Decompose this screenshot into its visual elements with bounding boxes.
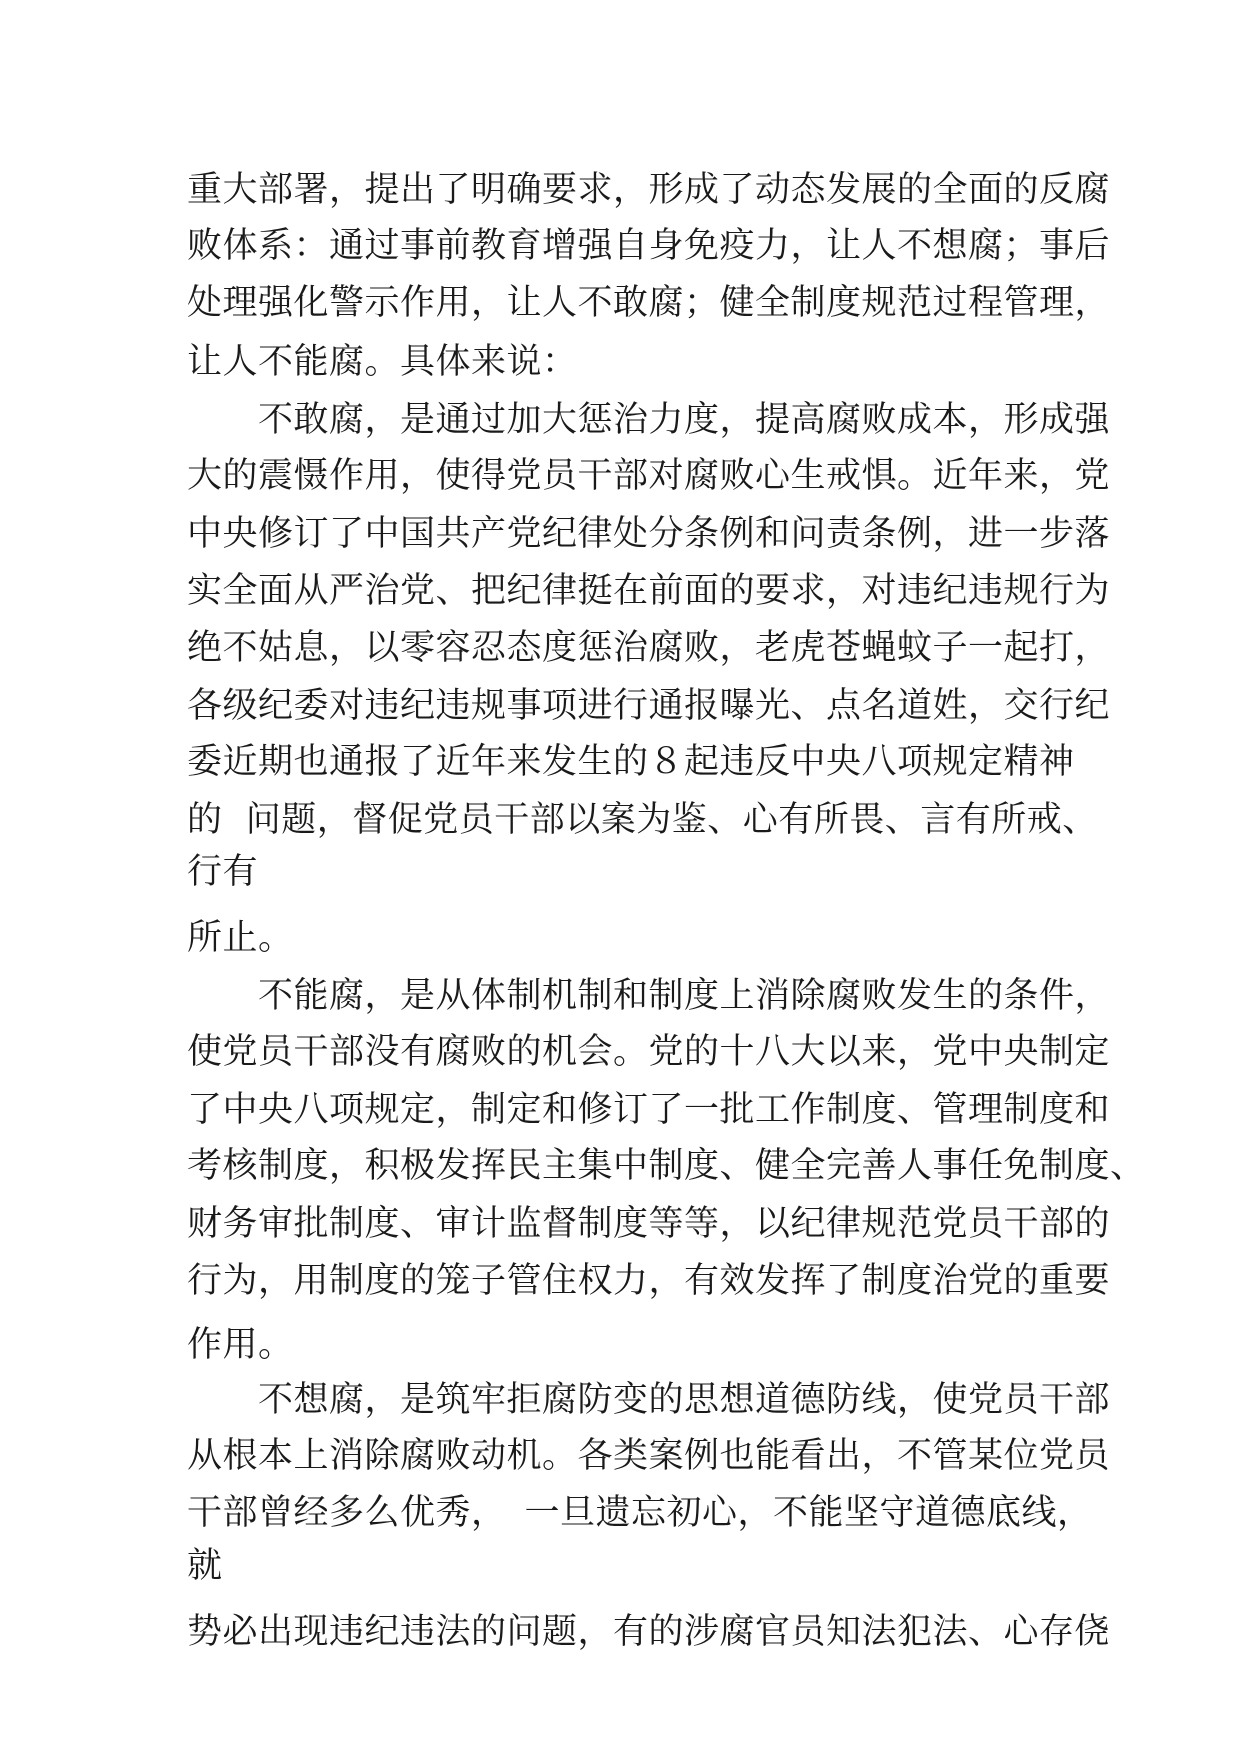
paragraph-start-line: 不能腐，是从体制机制和制度上消除腐败发生的条件， [258, 976, 1111, 1016]
text-line: 中央修订了中国共产党纪律处分条例和问责条例，进一步落 [187, 514, 1111, 554]
text-line: 了中央八项规定，制定和修订了一批工作制度、管理制度和 [187, 1090, 1111, 1130]
text-line: 实全面从严治党、把纪律挺在前面的要求，对违纪违规行为 [187, 571, 1111, 611]
text-line: 从根本上消除腐败动机。各类案例也能看出，不管某位党员 [187, 1436, 1111, 1476]
paragraph-start-line: 不敢腐，是通过加大惩治力度，提高腐败成本，形成强 [258, 400, 1111, 440]
paragraph-start-line: 不想腐，是筑牢拒腐防变的思想道德防线，使党员干部 [258, 1380, 1111, 1420]
text-line: 让人不能腐。具体来说： [187, 342, 578, 382]
text-line: 作用。 [187, 1325, 294, 1365]
text-line: 干部曾经多么优秀， 一旦遗忘初心，不能坚守道德底线， [187, 1493, 1093, 1533]
text-line: 处理强化警示作用，让人不敢腐；健全制度规范过程管理， [187, 283, 1111, 323]
text-line: 行为，用制度的笼子管住权力，有效发挥了制度治党的重要 [187, 1261, 1111, 1301]
text-line: 就 [187, 1546, 223, 1586]
text-line: 财务审批制度、审计监督制度等等，以纪律规范党员干部的 [187, 1204, 1111, 1244]
text-line: 势必出现违纪违法的问题，有的涉腐官员知法犯法、心存侥 [187, 1612, 1111, 1652]
text-line: 委近期也通报了近年来发生的８起违反中央八项规定精神 [187, 742, 1075, 782]
text-line: 大的震慑作用，使得党员干部对腐败心生戒惧。近年来，党 [187, 456, 1111, 496]
text-line: 的 问题，督促党员干部以案为鉴、心有所畏、言有所戒、 [187, 800, 1098, 840]
text-line: 绝不姑息，以零容忍态度惩治腐败，老虎苍蝇蚊子一起打， [187, 628, 1111, 668]
text-line: 考核制度，积极发挥民主集中制度、健全完善人事任免制度、 [187, 1146, 1146, 1186]
text-line: 行有 [187, 852, 259, 892]
text-line: 使党员干部没有腐败的机会。党的十八大以来，党中央制定 [187, 1032, 1111, 1072]
text-line: 所止。 [187, 918, 294, 958]
text-line: 各级纪委对违纪违规事项进行通报曝光、点名道姓，交行纪 [187, 686, 1111, 726]
text-line: 重大部署，提出了明确要求，形成了动态发展的全面的反腐 [187, 170, 1111, 210]
text-line: 败体系：通过事前教育增强自身免疫力，让人不想腐；事后 [187, 226, 1111, 266]
